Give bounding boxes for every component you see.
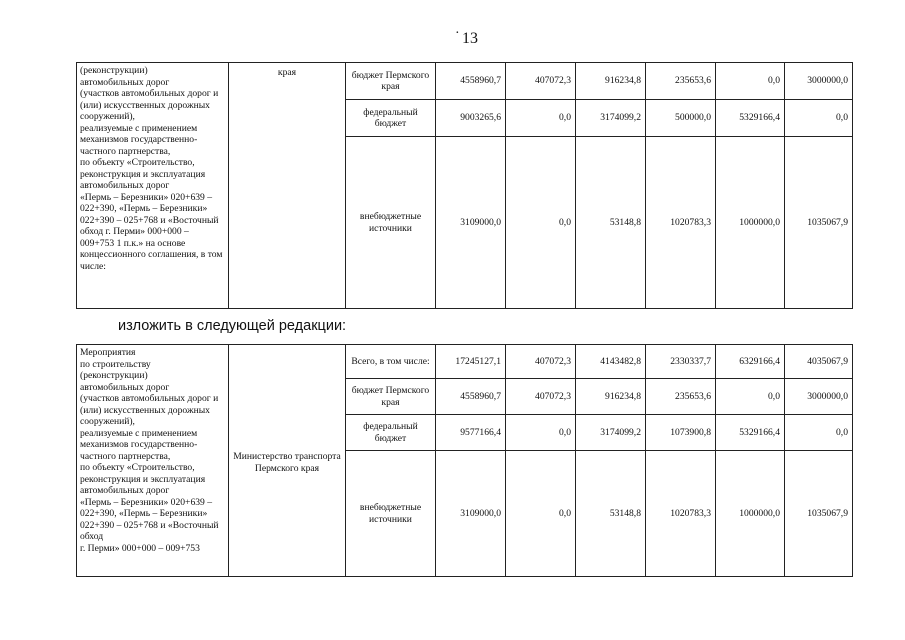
amount-cell: 1035067,9 — [785, 451, 853, 577]
amount-cell: 3000000,0 — [785, 63, 853, 100]
amount-cell: 0,0 — [506, 451, 576, 577]
amount-cell: 916234,8 — [576, 379, 646, 415]
amount-cell: 5329166,4 — [716, 100, 785, 137]
amount-cell: 1000000,0 — [716, 137, 785, 309]
amount-cell: 407072,3 — [506, 345, 576, 379]
amount-cell: 1035067,9 — [785, 137, 853, 309]
table-row — [77, 345, 853, 379]
page-mark: · — [455, 26, 460, 41]
amount-cell: 1020783,3 — [646, 451, 716, 577]
amount-cell: 3174099,2 — [576, 100, 646, 137]
amount-cell: 0,0 — [716, 63, 785, 100]
amount-cell: 4143482,8 — [576, 345, 646, 379]
measure-description: Мероприятия по строительству (реконструкции) автомобильных дорог (участков автомобильных дорог и (или) искусственных дорожных сооружений), реализуемые с применением механизмов государственно-частного партнерства, по объекту «Строительство, реконструкция и эксплуатация автомобильных дорог «Пермь – Березники» 020+639 – 022+390, «Пермь – Березники» 022+390 – 025+768 и «Восточный обход г. Перми» 000+000 – 009+753 — [77, 345, 229, 577]
amount-cell: 3000000,0 — [785, 379, 853, 415]
amount-cell: 9003265,6 — [436, 100, 506, 137]
amount-cell: 500000,0 — [646, 100, 716, 137]
amount-cell: 53148,8 — [576, 451, 646, 577]
amount-cell: 1020783,3 — [646, 137, 716, 309]
executor-cell: Министерство транспорта Пермского края — [229, 345, 346, 577]
amount-cell: 0,0 — [716, 379, 785, 415]
amount-cell: 0,0 — [785, 100, 853, 137]
funding-source: федеральный бюджет — [346, 100, 436, 137]
amount-cell: 3174099,2 — [576, 415, 646, 451]
funding-source: бюджет Пермского края — [346, 63, 436, 100]
amount-cell: 5329166,4 — [716, 415, 785, 451]
funding-source: Всего, в том числе: — [346, 345, 436, 379]
amount-cell: 0,0 — [506, 415, 576, 451]
old-program-table — [76, 62, 853, 309]
table-row — [77, 63, 853, 100]
amount-cell: 9577166,4 — [436, 415, 506, 451]
amount-cell: 6329166,4 — [716, 345, 785, 379]
funding-source: внебюджетные источники — [346, 137, 436, 309]
funding-source: бюджет Пермского края — [346, 379, 436, 415]
amount-cell: 0,0 — [506, 100, 576, 137]
funding-source: внебюджетные источники — [346, 451, 436, 577]
executor-cell: края — [229, 63, 346, 309]
amount-cell: 916234,8 — [576, 63, 646, 100]
new-program-table — [76, 344, 853, 577]
amount-cell: 17245127,1 — [436, 345, 506, 379]
funding-source: федеральный бюджет — [346, 415, 436, 451]
amount-cell: 3109000,0 — [436, 451, 506, 577]
amount-cell: 407072,3 — [506, 63, 576, 100]
measure-description: (реконструкции) автомобильных дорог (участков автомобильных дорог и (или) искусственных дорожных сооружений), реализуемые с применением механизмов государственно-частного партнерства, по объекту «Строительство, реконструкция и эксплуатация автомобильных дорог «Пермь – Березники» 020+639 – 022+390, «Пермь – Березники» 022+390 – 025+768 и «Восточный обход г. Перми» 000+000 – 009+753 1 п.к.» на основе концессионного соглашения, в том числе: — [77, 63, 229, 309]
amount-cell: 0,0 — [785, 415, 853, 451]
amount-cell: 3109000,0 — [436, 137, 506, 309]
amount-cell: 0,0 — [506, 137, 576, 309]
amount-cell: 235653,6 — [646, 63, 716, 100]
amount-cell: 4558960,7 — [436, 379, 506, 415]
amount-cell: 1000000,0 — [716, 451, 785, 577]
amount-cell: 235653,6 — [646, 379, 716, 415]
amount-cell: 2330337,7 — [646, 345, 716, 379]
instruction-text: изложить в следующей редакции: — [118, 318, 347, 334]
amount-cell: 4558960,7 — [436, 63, 506, 100]
amount-cell: 407072,3 — [506, 379, 576, 415]
page-number: 13 — [462, 30, 478, 47]
amount-cell: 53148,8 — [576, 137, 646, 309]
amount-cell: 1073900,8 — [646, 415, 716, 451]
amount-cell: 4035067,9 — [785, 345, 853, 379]
